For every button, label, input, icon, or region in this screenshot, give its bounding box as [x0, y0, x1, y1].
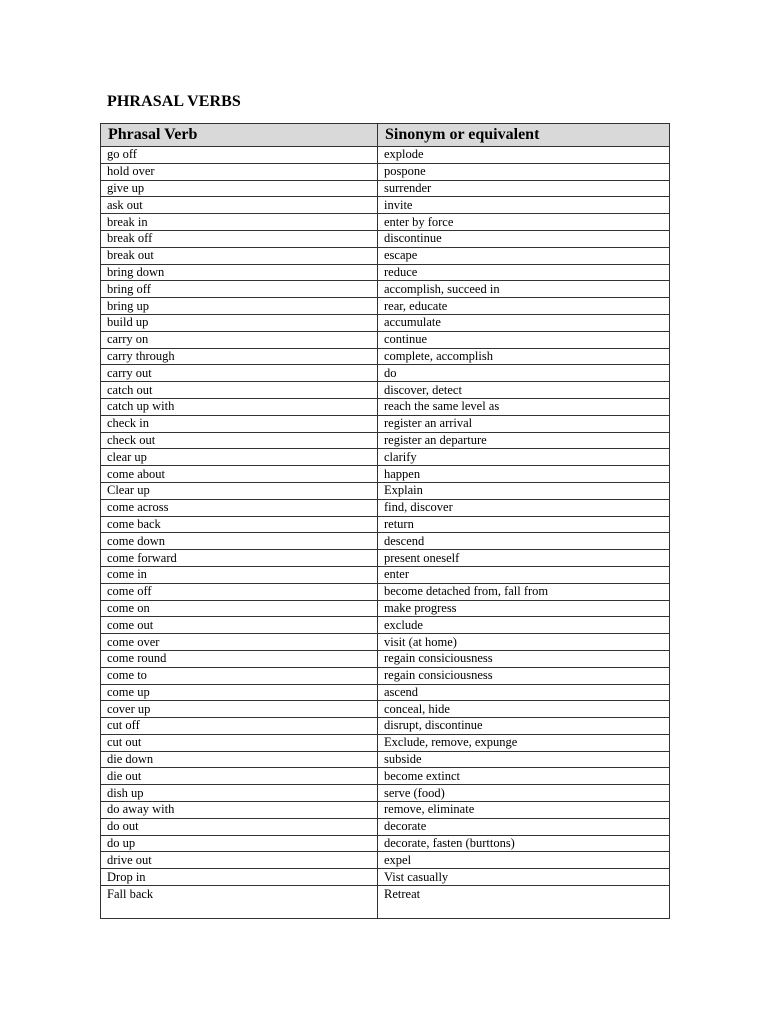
synonym-cell: disrupt, discontinue	[378, 718, 670, 735]
synonym-cell: exclude	[378, 617, 670, 634]
phrasal-verb-cell: come back	[101, 516, 378, 533]
synonym-cell: pospone	[378, 163, 670, 180]
table-row	[101, 852, 670, 869]
synonym-cell: return	[378, 516, 670, 533]
synonym-cell: make progress	[378, 600, 670, 617]
phrasal-verb-cell: come to	[101, 667, 378, 684]
synonym-cell: enter by force	[378, 214, 670, 231]
synonym-cell: ascend	[378, 684, 670, 701]
table-row	[101, 382, 670, 399]
table-row	[101, 281, 670, 298]
table-row	[101, 768, 670, 785]
table-row	[101, 718, 670, 735]
synonym-cell: Retreat	[378, 886, 670, 919]
synonym-cell: invite	[378, 197, 670, 214]
table-row	[101, 197, 670, 214]
phrasal-verb-cell: bring off	[101, 281, 378, 298]
synonym-cell: Explain	[378, 482, 670, 499]
table-row	[101, 802, 670, 819]
synonym-cell: find, discover	[378, 499, 670, 516]
synonym-cell: discover, detect	[378, 382, 670, 399]
synonym-cell: continue	[378, 331, 670, 348]
table-row	[101, 214, 670, 231]
phrasal-verb-cell: die down	[101, 751, 378, 768]
phrasal-verb-cell: bring up	[101, 298, 378, 315]
phrasal-verb-cell: die out	[101, 768, 378, 785]
table-row	[101, 163, 670, 180]
phrasal-verb-cell: bring down	[101, 264, 378, 281]
phrasal-verb-cell: clear up	[101, 449, 378, 466]
phrasal-verb-cell: catch out	[101, 382, 378, 399]
table-row	[101, 650, 670, 667]
synonym-cell: become extinct	[378, 768, 670, 785]
table-body	[101, 147, 670, 919]
phrasal-verb-cell: Drop in	[101, 869, 378, 886]
synonym-cell: escape	[378, 247, 670, 264]
table-row	[101, 751, 670, 768]
synonym-cell: subside	[378, 751, 670, 768]
phrasal-verb-cell: come round	[101, 650, 378, 667]
phrasal-verb-cell: cover up	[101, 701, 378, 718]
synonym-cell: happen	[378, 466, 670, 483]
phrasal-verb-cell: carry out	[101, 365, 378, 382]
column-header-phrasal-verb: Phrasal Verb	[101, 124, 378, 147]
table-row	[101, 617, 670, 634]
synonym-cell: reduce	[378, 264, 670, 281]
synonym-cell: discontinue	[378, 230, 670, 247]
phrasal-verb-cell: carry on	[101, 331, 378, 348]
table-row	[101, 516, 670, 533]
synonym-cell: accomplish, succeed in	[378, 281, 670, 298]
phrasal-verb-cell: come forward	[101, 550, 378, 567]
table-row	[101, 147, 670, 164]
table-row	[101, 634, 670, 651]
synonym-cell: clarify	[378, 449, 670, 466]
table-row	[101, 583, 670, 600]
table-row	[101, 415, 670, 432]
synonym-cell: surrender	[378, 180, 670, 197]
phrasal-verb-cell: ask out	[101, 197, 378, 214]
table-row	[101, 466, 670, 483]
phrasal-verb-cell: come down	[101, 533, 378, 550]
phrasal-verb-cell: come on	[101, 600, 378, 617]
phrasal-verb-cell: come about	[101, 466, 378, 483]
table-row	[101, 230, 670, 247]
phrasal-verb-cell: go off	[101, 147, 378, 164]
table-row	[101, 298, 670, 315]
phrasal-verb-cell: break in	[101, 214, 378, 231]
document-title: PHRASAL VERBS	[107, 93, 241, 110]
phrasal-verb-cell: check out	[101, 432, 378, 449]
phrasal-verb-cell: do out	[101, 818, 378, 835]
phrasal-verb-cell: break off	[101, 230, 378, 247]
synonym-cell: visit (at home)	[378, 634, 670, 651]
phrasal-verb-cell: give up	[101, 180, 378, 197]
phrasal-verb-cell: come up	[101, 684, 378, 701]
phrasal-verb-cell: do up	[101, 835, 378, 852]
phrasal-verb-cell: check in	[101, 415, 378, 432]
phrasal-verb-cell: break out	[101, 247, 378, 264]
table-row	[101, 734, 670, 751]
synonym-cell: regain consiciousness	[378, 667, 670, 684]
phrasal-verb-cell: dish up	[101, 785, 378, 802]
synonym-cell: decorate	[378, 818, 670, 835]
table-row	[101, 701, 670, 718]
synonym-cell: regain consiciousness	[378, 650, 670, 667]
column-header-synonym: Sinonym or equivalent	[378, 124, 670, 147]
synonym-cell: conceal, hide	[378, 701, 670, 718]
phrasal-verb-cell: come out	[101, 617, 378, 634]
table-row	[101, 818, 670, 835]
table-row	[101, 432, 670, 449]
table-row	[101, 550, 670, 567]
table-row	[101, 886, 670, 919]
phrasal-verb-cell: cut off	[101, 718, 378, 735]
table-row	[101, 566, 670, 583]
synonym-cell: do	[378, 365, 670, 382]
phrasal-verb-cell: cut out	[101, 734, 378, 751]
table-row	[101, 314, 670, 331]
synonym-cell: complete, accomplish	[378, 348, 670, 365]
table-row	[101, 482, 670, 499]
phrasal-verb-cell: do away with	[101, 802, 378, 819]
table-row	[101, 365, 670, 382]
synonym-cell: register an arrival	[378, 415, 670, 432]
table-row	[101, 180, 670, 197]
synonym-cell: remove, eliminate	[378, 802, 670, 819]
synonym-cell: Exclude, remove, expunge	[378, 734, 670, 751]
synonym-cell: Vist casually	[378, 869, 670, 886]
table-row	[101, 869, 670, 886]
phrasal-verb-cell: come across	[101, 499, 378, 516]
table-row	[101, 785, 670, 802]
synonym-cell: reach the same level as	[378, 398, 670, 415]
table-header-row	[101, 124, 670, 147]
table-row	[101, 835, 670, 852]
synonym-cell: serve (food)	[378, 785, 670, 802]
phrasal-verb-cell: drive out	[101, 852, 378, 869]
phrasal-verb-cell: catch up with	[101, 398, 378, 415]
phrasal-verb-cell: come off	[101, 583, 378, 600]
phrasal-verbs-table	[100, 123, 670, 919]
table-row	[101, 247, 670, 264]
synonym-cell: expel	[378, 852, 670, 869]
table-row	[101, 331, 670, 348]
synonym-cell: decorate, fasten (burttons)	[378, 835, 670, 852]
synonym-cell: rear, educate	[378, 298, 670, 315]
phrasal-verb-cell: hold over	[101, 163, 378, 180]
table-row	[101, 499, 670, 516]
phrasal-verb-cell: come over	[101, 634, 378, 651]
synonym-cell: become detached from, fall from	[378, 583, 670, 600]
table-row	[101, 348, 670, 365]
table-row	[101, 667, 670, 684]
synonym-cell: accumulate	[378, 314, 670, 331]
synonym-cell: enter	[378, 566, 670, 583]
table-row	[101, 398, 670, 415]
phrasal-verb-cell: build up	[101, 314, 378, 331]
phrasal-verb-cell: come in	[101, 566, 378, 583]
phrasal-verb-cell: carry through	[101, 348, 378, 365]
table-row	[101, 449, 670, 466]
phrasal-verb-cell: Fall back	[101, 886, 378, 919]
synonym-cell: register an departure	[378, 432, 670, 449]
phrasal-verb-cell: Clear up	[101, 482, 378, 499]
synonym-cell: present oneself	[378, 550, 670, 567]
table-row	[101, 264, 670, 281]
synonym-cell: descend	[378, 533, 670, 550]
synonym-cell: explode	[378, 147, 670, 164]
table-row	[101, 684, 670, 701]
table-row	[101, 600, 670, 617]
table-row	[101, 533, 670, 550]
